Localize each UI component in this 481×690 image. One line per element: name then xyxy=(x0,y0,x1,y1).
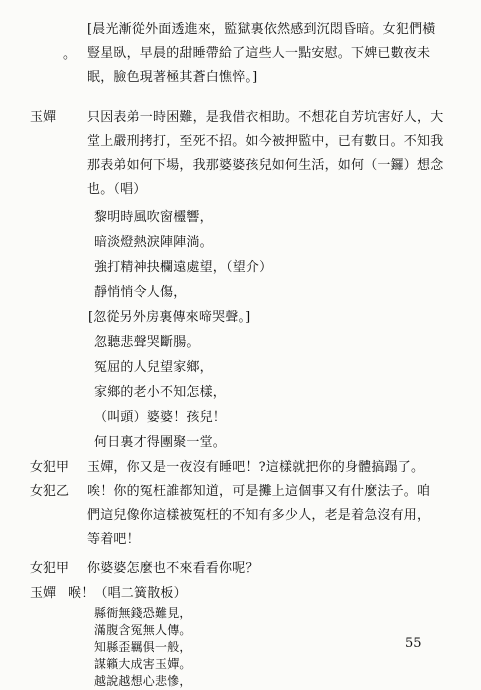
song-line: 何日裏才得團聚一堂。 xyxy=(94,435,227,450)
song-line: 忽聽悲聲哭斷腸。 xyxy=(94,335,200,350)
dialogue-line: 們這兒像你這樣被冤枉的不知有多少人，老是着急沒有用， xyxy=(87,508,431,523)
dialogue-line: 喉！（唱二簧散板） xyxy=(68,586,187,601)
dialogue-line: 等着吧！ xyxy=(87,532,140,547)
stage-direction-line: 豎星臥，早晨的甜睡帶給了這些人一點安慰。下婢已數夜未 xyxy=(87,46,431,61)
speaker-label: 玉嬋 xyxy=(30,586,57,601)
song-line: 暗淡燈熱淚陣陣淌。 xyxy=(94,235,213,250)
speaker-label: 女犯甲 xyxy=(30,460,70,475)
stage-direction-line: [晨光漸從外面透進來，監獄裏依然感到沉悶昏暗。女犯們橫 xyxy=(87,22,436,37)
dialogue-line: 只因表弟一時困難，是我借衣相助。不想花自芳坑害好人，大 xyxy=(87,110,444,125)
song-line: 強打精神抉欄遠處望，（望介） xyxy=(94,260,273,275)
speaker-label: 女犯乙 xyxy=(30,484,70,499)
dialogue-line: 堂上嚴刑拷打，至死不招。如今被押監中，已有數日。不知我 xyxy=(87,134,444,149)
song-line: 滿腹含冤無人傳。 xyxy=(94,623,192,637)
song-line: 縣衙無錢恐難見， xyxy=(94,606,192,620)
song-line: 冤屈的人兒望家鄉， xyxy=(94,360,213,375)
song-line: 家鄉的老小不知怎樣， xyxy=(94,385,227,400)
dialogue-line: 也。（唱） xyxy=(87,182,147,197)
dialogue-line: 玉嬋，你又是一夜沒有睡吧！?這樣就把你的身體搞蹋了。 xyxy=(87,460,425,475)
stage-direction-line: [忽從另外房裏傳來啼哭聲。] xyxy=(88,310,251,325)
song-line: 靜悄悄令人傷， xyxy=(94,285,187,300)
song-line: （叫頭）婆婆！孩兒！ xyxy=(94,410,227,425)
page-number: 55 xyxy=(405,636,422,651)
song-line: 越說越想心悲慘， xyxy=(94,674,192,688)
dialogue-line: 唉！你的冤枉誰都知道，可是攤上這個事又有什麼法子。咱 xyxy=(87,484,431,499)
stage-direction-line: 眠，臉色現著極其蒼白憔悴。] xyxy=(87,70,258,85)
dialogue-line: 你婆婆怎麼也不來看看你呢？ xyxy=(87,561,259,576)
song-line: 謀籟大成害玉嬋。 xyxy=(94,657,192,671)
margin-mark: 。 xyxy=(63,47,77,62)
song-line: 知縣歪羈俱一般， xyxy=(94,640,192,654)
song-line: 黎明時風吹窗欞響， xyxy=(94,210,213,225)
speaker-label: 玉嬋 xyxy=(30,110,57,125)
speaker-label: 女犯甲 xyxy=(30,561,70,576)
dialogue-line: 那表弟如何下場，我那婆婆孩兒如何生活，如何（一鑼）想念 xyxy=(87,158,444,173)
